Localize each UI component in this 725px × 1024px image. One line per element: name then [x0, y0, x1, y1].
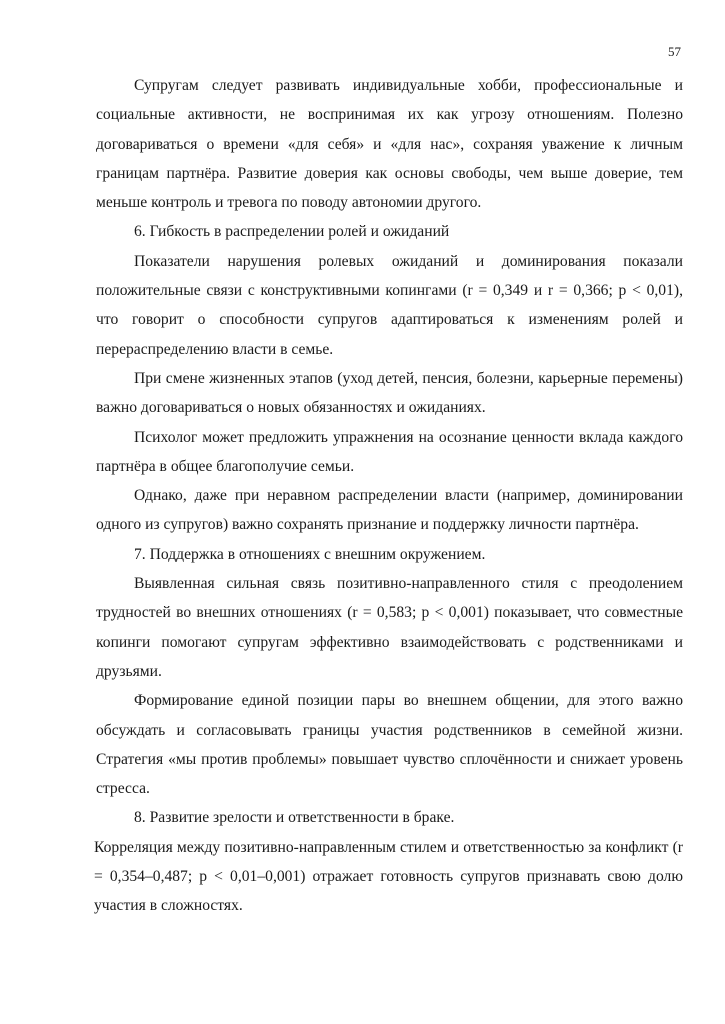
page-number: 57: [668, 44, 681, 59]
paragraph-psychologist: Психолог может предложить упражнения на осознание ценности вклада каждого партнёра в общее благополучие семьи.: [96, 428, 683, 475]
paragraph-role-indicators: Показатели нарушения ролевых ожиданий и доминирования показали положительные связи с конструктивными копингами (r = 0,349 и r = 0,366; p < 0,01), что говорит о способности супругов адаптироваться к изменениям ролей и перераспределению власти в семье.: [96, 252, 683, 358]
document-body: [96, 71, 683, 921]
section-heading-7: 7. Поддержка в отношениях с внешним окружением.: [134, 545, 486, 563]
paragraph-power-distribution: Однако, даже при неравном распределении власти (например, доминировании одного из супругов) важно сохранять признание и поддержку личности партнёра.: [96, 487, 683, 534]
paragraph-responsibility: Корреляция между позитивно-направленным стилем и ответственностью за конфликт (r = 0,354–0,487; p < 0,01–0,001) отражает готовность супругов признавать свою долю участия в сложностях.: [94, 838, 683, 915]
section-heading-8: 8. Развитие зрелости и ответственности в браке.: [134, 809, 455, 827]
paragraph-autonomy: Супругам следует развивать индивидуальные хобби, профессиональные и социальные активности, не воспринимая их как угрозу отношениям. Полезно договариваться о времени «для себя» и «для нас», сохраняя уважение к личным границам партнёра. Развитие доверия как основы свободы, чем выше доверие, тем меньше контроль и тревога по поводу автономии другого.: [96, 77, 683, 212]
paragraph-joint-position: Формирование единой позиции пары во внешнем общении, для этого важно обсуждать и согласовывать границы участия родственников в семейной жизни. Стратегия «мы против проблемы» повышает чувство сплочённости и снижает уровень стресса.: [96, 692, 683, 798]
paragraph-life-stages: При смене жизненных этапов (уход детей, пенсия, болезни, карьерные перемены) важно договариваться о новых обязанностях и ожиданиях.: [96, 369, 683, 417]
paragraph-external-support: Выявленная сильная связь позитивно-направленного стиля с преодолением трудностей во внешних отношениях (r = 0,583; p < 0,001) показывает, что совместные копинги помогают супругам эффективно взаимодействовать с родственниками и друзьями.: [96, 575, 683, 680]
section-heading-6: 6. Гибкость в распределении ролей и ожиданий: [134, 223, 450, 241]
